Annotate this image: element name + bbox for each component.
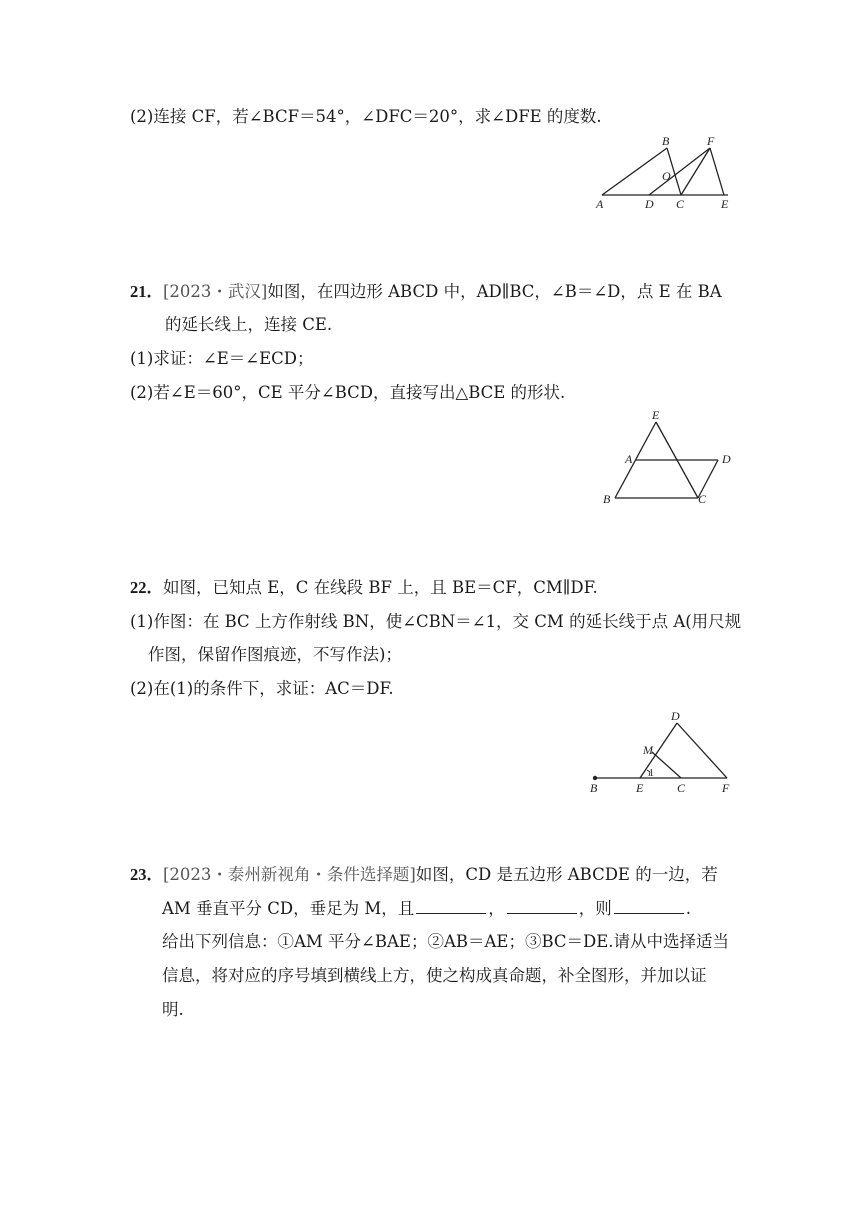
q23-source: [2023・泰州新视角・条件选择题]: [163, 865, 416, 884]
q22-label-M: M: [643, 743, 653, 757]
q21-label-B: B: [603, 492, 611, 506]
q23-info-line3: 明.: [162, 1000, 184, 1019]
q21-label-C: C: [698, 492, 707, 506]
q22-line-MC: [652, 752, 681, 778]
q21-source: [2023・武汉]: [163, 282, 268, 301]
q23-blank-1[interactable]: [416, 899, 486, 914]
q20-line-FC: [681, 148, 710, 195]
q20-line-FE: [710, 148, 724, 195]
q20-label-O: O: [662, 169, 671, 183]
q20-label-E: E: [721, 197, 729, 211]
q22-part1-line2: 作图，保留作图痕迹，不写作法)；: [148, 645, 402, 664]
q22-point-B: [593, 776, 597, 780]
q22-number: 22．: [130, 578, 163, 597]
q23-blank-2[interactable]: [507, 899, 577, 914]
q21-stem-line2: 的延长线上，连接 CE.: [165, 315, 333, 334]
q21-stem-text: 如图，在四边形 ABCD 中，AD∥BC，∠B＝∠D，点 E 在 BA: [267, 282, 722, 301]
q23-number: 23．: [130, 865, 163, 884]
q20-figure: [590, 135, 740, 215]
q23-end: .: [685, 899, 692, 918]
q23-stem-line1: [130, 864, 718, 886]
q21-label-E: E: [652, 408, 660, 422]
q20-label-B: B: [662, 134, 670, 148]
q21-part2: (2)若∠E＝60°，CE 平分∠BCD，直接写出△BCE 的形状.: [130, 383, 566, 402]
q22-part1-line1: (1)作图：在 BC 上方作射线 BN，使∠CBN＝∠1，交 CM 的延长线于点 A(用尺规: [130, 612, 742, 631]
q22-part2: (2)在(1)的条件下，求证：AC＝DF.: [130, 679, 394, 698]
q23-blank-3[interactable]: [614, 899, 684, 914]
q20-label-C: C: [676, 197, 685, 211]
q21-figure: [598, 408, 748, 512]
q22-figure: [585, 710, 745, 800]
q22-label-F: F: [722, 781, 730, 795]
q20-label-A: A: [596, 197, 604, 211]
q23-info-line2: 信息，将对应的序号填到横线上方，使之构成真命题，补全图形，并加以证: [162, 966, 707, 985]
q22-label-E: E: [636, 781, 644, 795]
q23-stem-line2: [162, 898, 691, 920]
q21-label-A: A: [625, 452, 633, 466]
q21-part1: (1)求证：∠E＝∠ECD；: [130, 349, 314, 368]
q22-label-B: B: [590, 781, 598, 795]
q21-number: 21．: [130, 282, 163, 301]
q23-stem-text: 如图，CD 是五边形 ABCDE 的一边，若: [415, 865, 718, 884]
q23-info-line1: 给出下列信息：①AM 平分∠BAE；②AB＝AE；③BC＝DE.请从中选择适当: [162, 932, 730, 951]
q21-label-D: D: [722, 452, 731, 466]
q23-stem-line2-text: AM 垂直平分 CD，垂足为 M，且: [162, 899, 415, 918]
q20-label-F: F: [707, 134, 715, 148]
q22-label-D: D: [671, 709, 680, 723]
q20-part2: (2)连接 CF，若∠BCF＝54°，∠DFC＝20°，求∠DFE 的度数.: [130, 107, 602, 126]
q23-sep2: ，则: [578, 899, 612, 918]
q23-sep1: ，: [488, 899, 505, 918]
q22-stem-text: 如图，已知点 E，C 在线段 BF 上，且 BE＝CF，CM∥DF.: [163, 578, 598, 597]
q22-stem: [130, 577, 598, 599]
q21-stem-line1: [130, 281, 722, 303]
q22-label-C: C: [677, 781, 686, 795]
q22-line-DF: [677, 723, 727, 778]
q20-label-D: D: [645, 197, 654, 211]
q22-label-1: 1: [649, 768, 654, 779]
